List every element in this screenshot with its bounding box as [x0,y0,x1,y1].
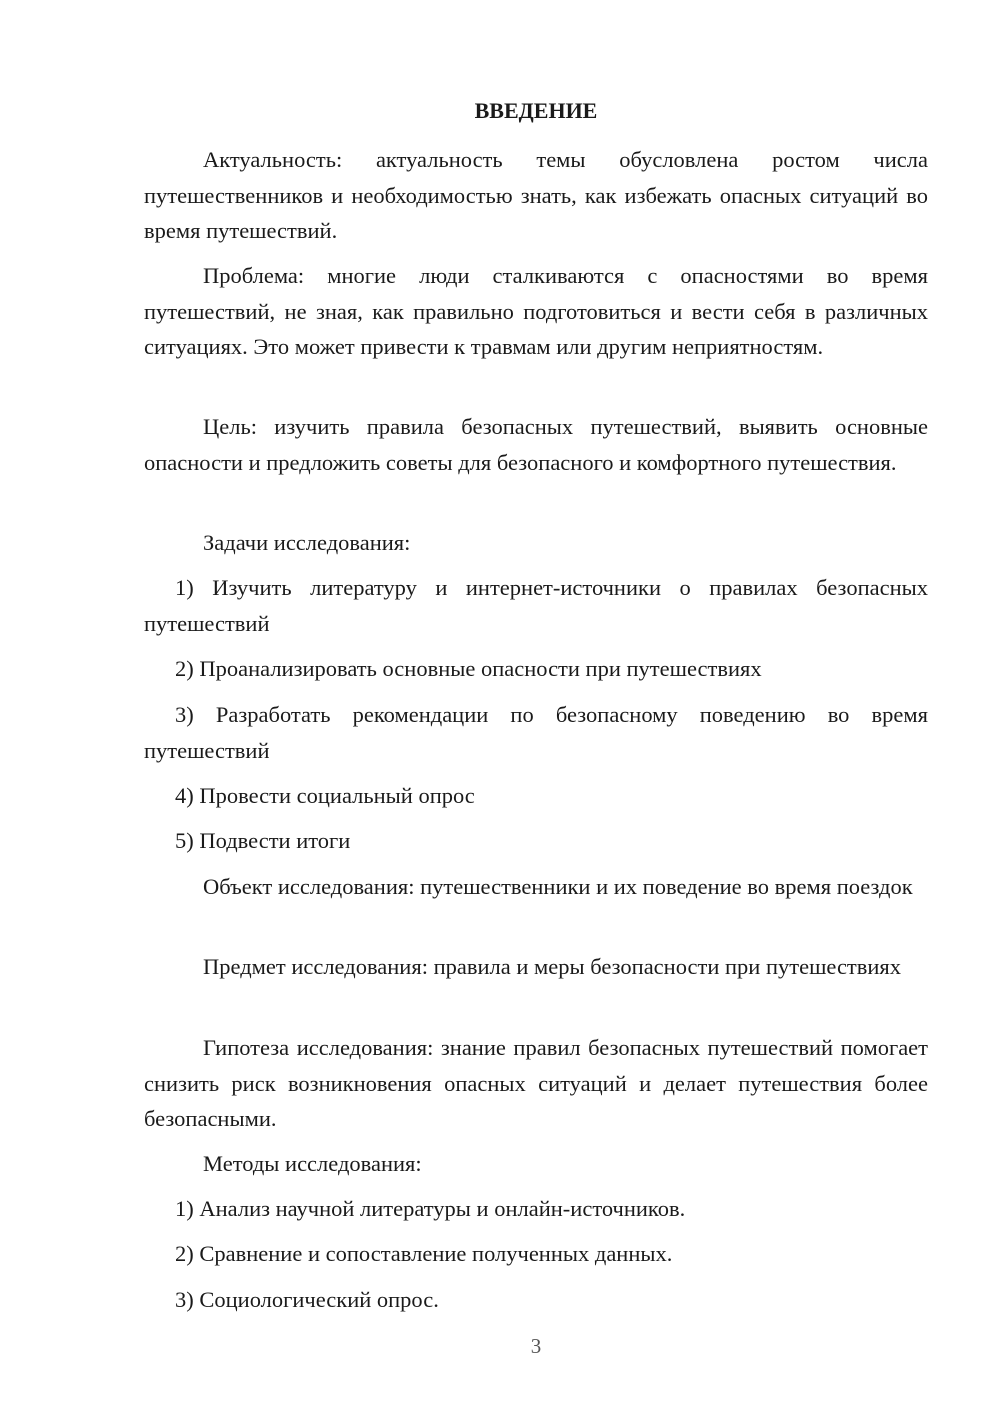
task-item-5: 5) Подвести итоги [175,828,351,853]
task-item-1: 1) Изучить литературу и интернет-источники о правилах безопасных путешествий [144,575,928,636]
method-item-1: 1) Анализ научной литературы и онлайн-источников. [175,1196,686,1221]
method-item-3: 3) Социологический опрос. [175,1287,439,1312]
paragraph-problem: Проблема: многие люди сталкиваются с опасностями во время путешествий, не зная, как правильно подготовиться и вести себя в различных ситуациях. Это может привести к травмам или другим неприятностям. [144,263,928,359]
paragraph-relevance: Актуальность: актуальность темы обусловлена ростом числа путешественников и необходимостью знать, как избежать опасных ситуаций во время путешествий. [144,147,928,243]
task-item-4: 4) Провести социальный опрос [175,783,475,808]
paragraph-hypothesis: Гипотеза исследования: знание правил безопасных путешествий помогает снизить риск возникновения опасных ситуаций и делает путешествия более безопасными. [144,1035,928,1131]
task-item-2: 2) Проанализировать основные опасности при путешествиях [175,656,762,681]
page-number: 3 [530,1334,542,1358]
paragraph-methods-heading: Методы исследования: [203,1151,422,1176]
section-title: ВВЕДЕНИЕ [474,98,598,123]
paragraph-tasks-heading: Задачи исследования: [203,530,411,555]
task-item-3: 3) Разработать рекомендации по безопасному поведению во время путешествий [144,702,928,763]
paragraph-object: Объект исследования: путешественники и их поведение во время поездок [203,874,913,899]
paragraph-goal: Цель: изучить правила безопасных путешествий, выявить основные опасности и предложить советы для безопасного и комфортного путешествия. [144,414,928,475]
paragraph-subject: Предмет исследования: правила и меры безопасности при путешествиях [203,954,902,979]
method-item-2: 2) Сравнение и сопоставление полученных данных. [175,1241,673,1266]
